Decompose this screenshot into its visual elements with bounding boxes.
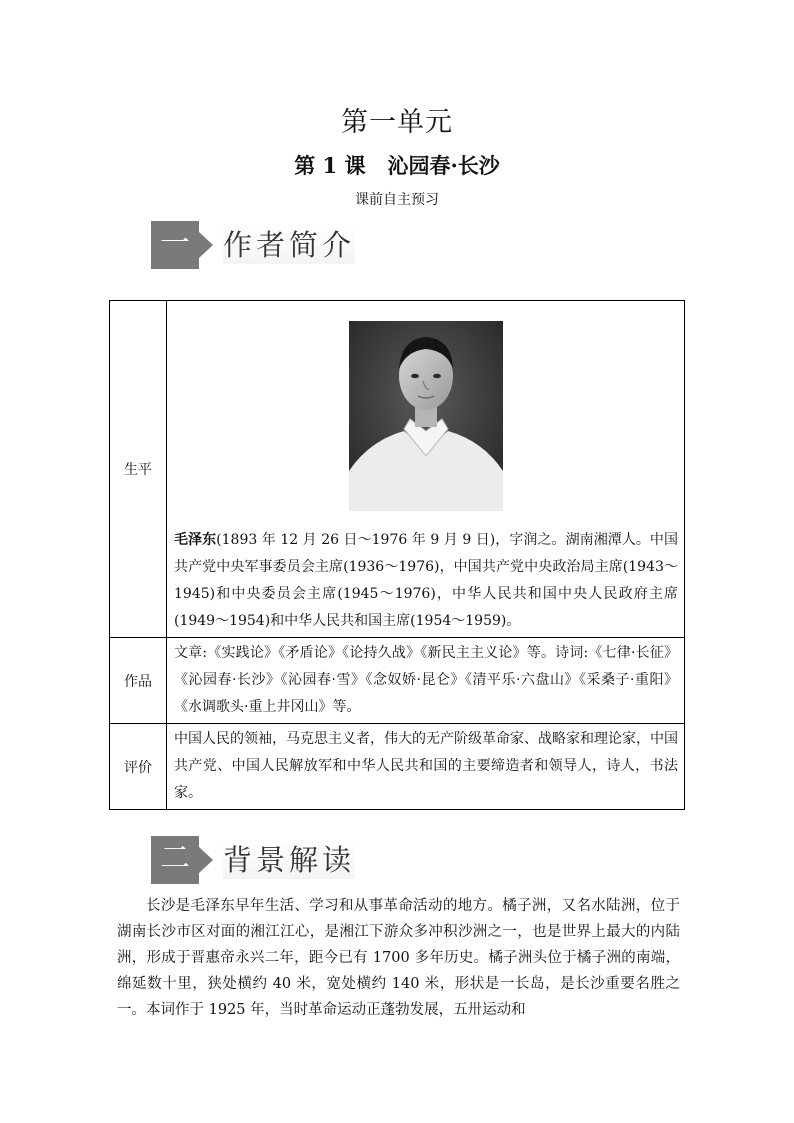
section-heading-author [151,221,356,273]
lesson-name: 沁园春·长沙 [387,153,500,178]
portrait-wrap [174,304,678,527]
background-paragraph: 长沙是毛泽东早年生活、学习和从事革命活动的地方。橘子洲，又名水陆洲，位于湖南长沙市区对面的湘江江心，是湘江下游众多冲积沙洲之一，也是世界上最大的内陆洲，形成于晋惠帝永兴二年，距今已有 1700 多年历史。橘子洲头位于橘子洲的南端，绵延数十里，狭处横约 40 米，宽处横约 140 米，形状是一长岛，是长沙重要名胜之一。本词作于 1925 年，当时革命运动正蓬勃发展，五卅运动和 [117,898,680,1018]
arrow-icon [199,847,213,873]
works-cell: 文章:《实践论》《矛盾论》《论持久战》《新民主主义论》等。诗词:《七律·长征》《沁园春·长沙》《沁园春·雪》《念奴娇·昆仑》《清平乐·六盘山》《采桑子·重阳》《水调歌头·重上井冈山》等。 [167,638,685,724]
row-label-evaluation: 评价 [110,724,167,810]
unit-title: 第一单元 [341,107,453,138]
evaluation-cell: 中国人民的领袖，马克思主义者，伟大的无产阶级革命家、战略家和理论家，中国共产党、中国人民解放军和中华人民共和国的主要缔造者和领导人，诗人，书法家。 [167,724,685,810]
life-cell [167,301,685,638]
section-label-background: 背景解读 [223,838,355,879]
section-number-2: 二 [151,836,199,884]
table-row-evaluation [110,724,685,810]
table-row-works [110,638,685,724]
section-label-author: 作者简介 [223,223,355,264]
life-text [174,527,678,635]
author-portrait-photo [349,321,503,511]
lesson-number: 第 1 课 [294,153,366,178]
author-name: 毛泽东 [174,531,217,548]
lesson-title [0,150,794,180]
section-number-1: 一 [151,221,199,269]
page-subtitle: 课前自主预习 [355,192,439,208]
author-info-table [109,300,685,810]
table-row-life [110,301,685,638]
row-label-life: 生平 [110,301,167,638]
life-description: (1893 年 12 月 26 日～1976 年 9 月 9 日)，字润之。湖南湘潭人。中国共产党中央军事委员会主席(1936～1976)，中国共产党中央政治局主席(1943～1945)和中央委员会主席(1945～1976)，中华人民共和国中央人民政府主席(1949～1954)和中华人民共和国主席(1954～1959)。 [174,531,678,629]
row-label-works: 作品 [110,638,167,724]
arrow-icon [199,232,213,258]
section-heading-background [151,836,361,888]
